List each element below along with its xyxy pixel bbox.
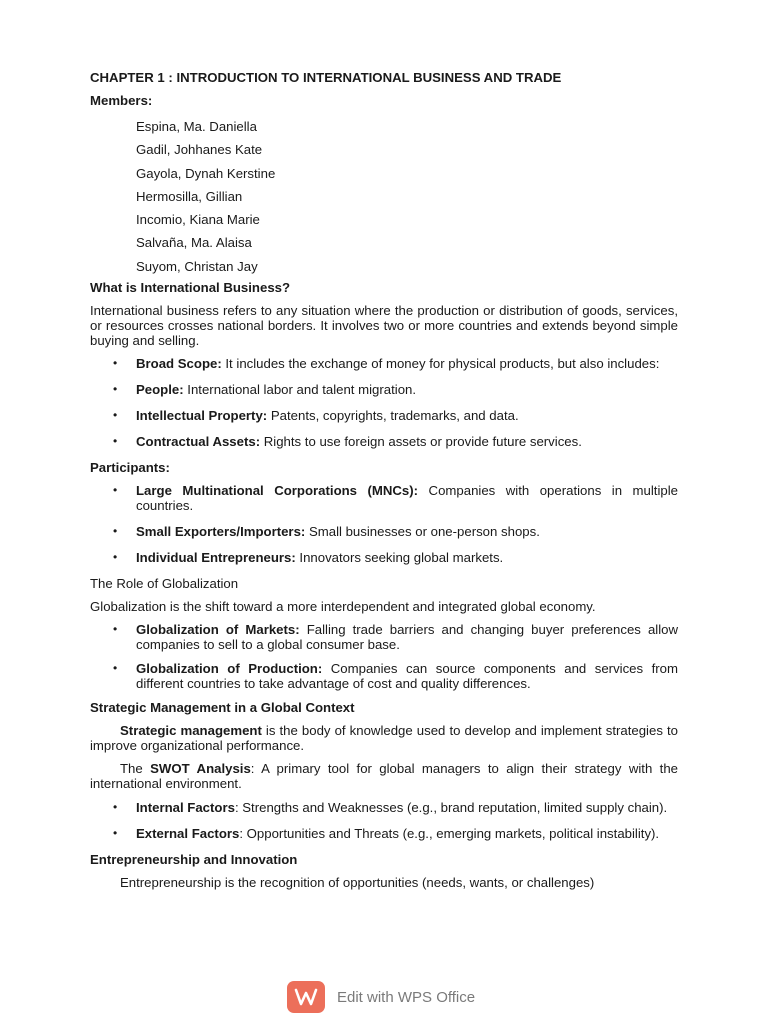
members-list [90,119,678,282]
section-heading: Participants: [90,460,170,476]
list-item [90,356,678,371]
list-item [90,800,678,815]
paragraph-text: : A primary tool for global managers to align their strategy with the international environment. [90,761,678,792]
term-strategic-management: Strategic management [120,723,262,739]
section-heading: Entrepreneurship and Innovation [90,852,298,868]
item-term: Individual Entrepreneurs: [136,550,296,566]
item-text: International labor and talent migration. [183,382,417,398]
list-item [90,382,678,397]
paragraph: International business refers to any situation where the production or distribution of goods, services, or resources crosses national borders. It involves two or more countries and extends beyond simple buying and selling. [90,303,678,349]
list-item [90,408,678,423]
list-item [90,434,678,449]
section-heading: What is International Business? [90,280,291,296]
paragraph-text: is the body of knowledge used to develop and implement strategies to improve organizational performance. [90,723,678,754]
member-item: Hermosilla, Gillian [136,188,243,204]
list-item [90,826,678,841]
paragraph-text: The [120,761,151,777]
wps-edit-label: Edit with WPS Office [337,988,476,1006]
item-term: External Factors [136,826,240,842]
item-text: Falling trade barriers and changing buyer preferences allow companies to sell to a global consumer base. [136,622,678,653]
item-text: Rights to use foreign assets or provide future services. [260,434,582,450]
item-term: Large Multinational Corporations (MNCs): [136,483,419,499]
member-item: Incomio, Kiana Marie [136,212,260,228]
paragraph: Globalization is the shift toward a more interdependent and integrated global economy. [90,599,596,615]
item-term: Globalization of Production: [136,661,323,677]
paragraph: Entrepreneurship is the recognition of opportunities (needs, wants, or challenges) [120,875,595,891]
member-item: Suyom, Christan Jay [136,258,258,274]
item-text: Companies can source components and services from different countries to take advantage of cost and quality differences. [136,661,679,692]
bullet-list [90,800,678,841]
bullet-list [90,483,678,565]
item-text: : Opportunities and Threats (e.g., emerging markets, political instability). [239,826,660,842]
section-heading: Strategic Management in a Global Context [90,700,355,716]
item-text: Patents, copyrights, trademarks, and data. [267,408,519,424]
w-logo-glyph [294,988,318,1006]
paragraph [90,761,678,791]
list-item [90,622,678,652]
list-item [90,524,678,539]
item-text: Small businesses or one-person shops. [305,524,540,540]
member-item: Espina, Ma. Daniella [136,119,257,134]
item-term: Contractual Assets: [136,434,261,450]
bullet-list [90,622,678,691]
item-term: Internal Factors [136,800,235,816]
item-text: It includes the exchange of money for physical products, but also includes: [221,356,660,372]
item-term: Intellectual Property: [136,408,268,424]
list-item [90,661,678,691]
item-term: Globalization of Markets: [136,622,300,638]
list-item [90,483,678,513]
wps-edit-button[interactable] [287,980,475,1014]
term-swot: SWOT Analysis [150,761,251,777]
item-term: Small Exporters/Importers: [136,524,306,540]
item-text: Innovators seeking global markets. [295,550,504,566]
members-label: Members: [90,93,153,108]
member-item: Gayola, Dynah Kerstine [136,165,276,181]
paragraph [90,723,678,753]
list-item [90,550,678,565]
section-heading: The Role of Globalization [90,576,239,592]
member-item: Salvaña, Ma. Alaisa [136,235,252,251]
document-page [90,70,678,890]
chapter-title: CHAPTER 1 : INTRODUCTION TO INTERNATIONAL BUSINESS AND TRADE [90,70,562,85]
wps-logo-icon [287,981,325,1013]
bullet-list [90,356,678,449]
item-term: Broad Scope: [136,356,222,372]
item-term: People: [136,382,184,398]
item-text: Companies with operations in multiple countries. [136,483,678,514]
item-text: : Strengths and Weaknesses (e.g., brand reputation, limited supply chain). [234,800,668,816]
member-item: Gadil, Johhanes Kate [136,142,263,158]
